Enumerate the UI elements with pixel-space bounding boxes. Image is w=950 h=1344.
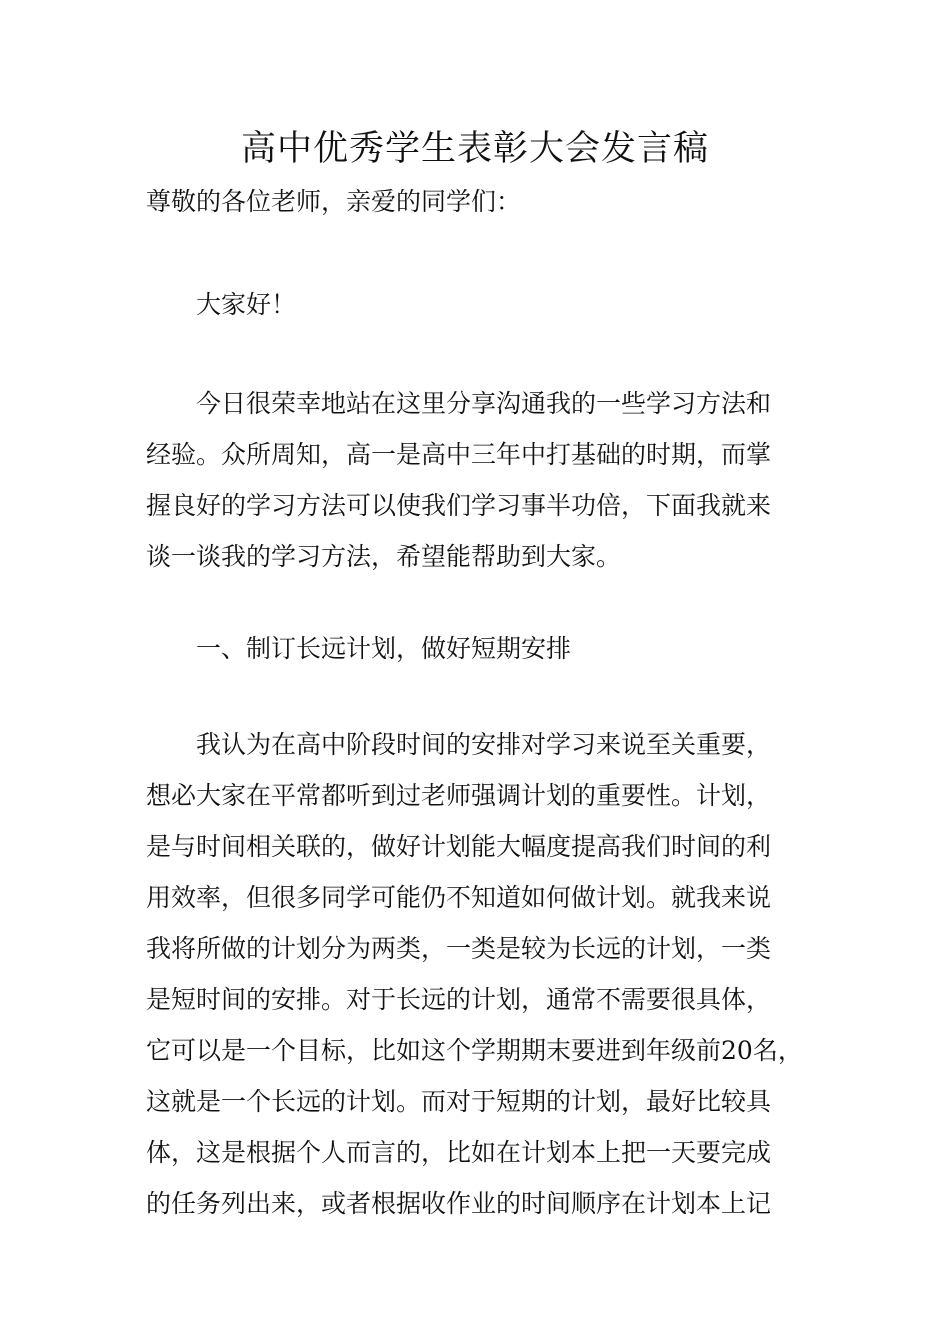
paragraph-2-line: 用效率，但很多同学可能仍不知道如何做计划。就我来说 (146, 883, 772, 912)
paragraph-2-line: 这就是一个长远的计划。而对于短期的计划，最好比较具 (146, 1087, 772, 1116)
paragraph-2-line: 是与时间相关联的，做好计划能大幅度提高我们时间的利 (146, 832, 772, 861)
paragraph-1-line: 谈一谈我的学习方法，希望能帮助到大家。 (146, 542, 622, 571)
paragraph-2-line: 我认为在高中阶段时间的安排对学习来说至关重要， (196, 730, 772, 759)
greeting-line: 尊敬的各位老师，亲爱的同学们： (146, 187, 522, 216)
paragraph-2-line: 是短时间的安排。对于长远的计划，通常不需要很具体， (146, 985, 772, 1014)
section-1-heading: 一、制订长远计划，做好短期安排 (196, 634, 572, 663)
paragraph-1-line: 今日很荣幸地站在这里分享沟通我的一些学习方法和 (196, 389, 772, 418)
paragraph-1-line: 经验。众所周知，高一是高中三年中打基础的时期，而掌 (146, 440, 772, 469)
paragraph-2 (146, 719, 826, 1229)
paragraph-1 (146, 378, 826, 582)
hello-line: 大家好！ (196, 290, 297, 319)
paragraph-2-line: 想必大家在平常都听到过老师强调计划的重要性。计划， (146, 781, 772, 810)
paragraph-2-line: 它可以是一个目标，比如这个学期期末要进到年级前20名， (146, 1036, 803, 1065)
document-title: 高中优秀学生表彰大会发言稿 (240, 129, 709, 169)
paragraph-2-line: 我将所做的计划分为两类，一类是较为长远的计划，一类 (146, 934, 772, 963)
paragraph-1-line: 握良好的学习方法可以使我们学习事半功倍，下面我就来 (146, 491, 772, 520)
paragraph-2-line: 体，这是根据个人而言的，比如在计划本上把一天要完成 (146, 1138, 772, 1167)
paragraph-2-line: 的任务列出来，或者根据收作业的时间顺序在计划本上记 (146, 1189, 772, 1218)
